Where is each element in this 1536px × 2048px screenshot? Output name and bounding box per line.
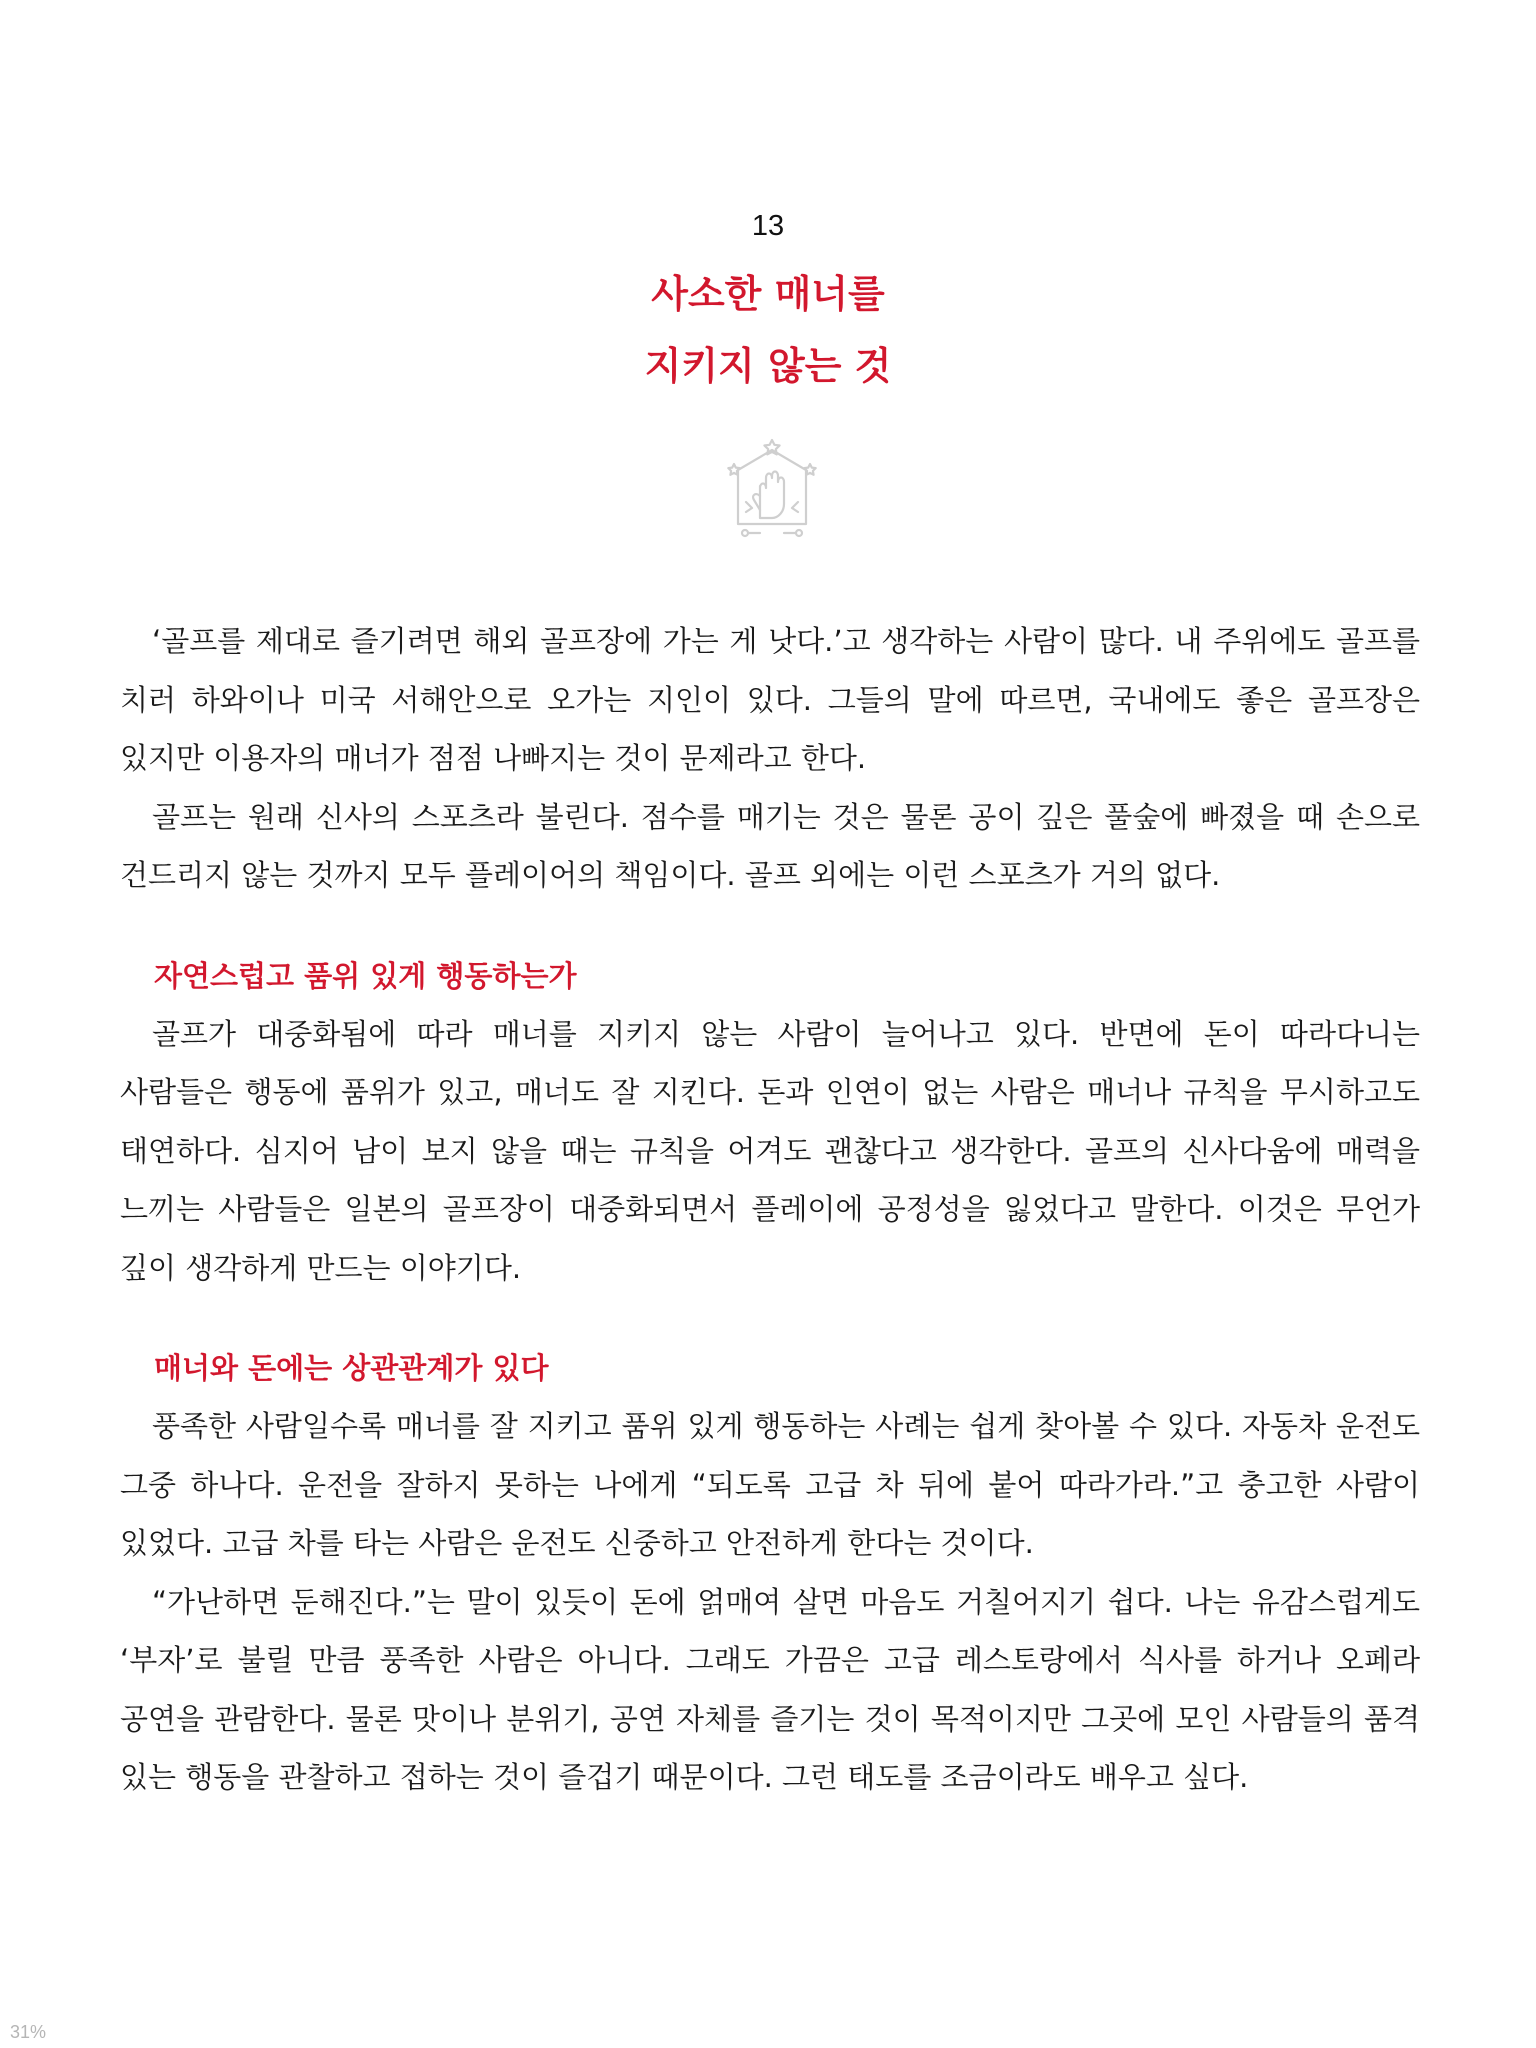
chapter-number: 13	[751, 210, 785, 242]
chapter-title-line-1: 사소한 매너를	[651, 272, 885, 316]
intro-paragraph-2: 골프는 원래 신사의 스포츠라 불린다. 점수를 매기는 것은 물론 공이 깊은 풀숲에 빠졌을 때 손으로 건드리지 않는 것까지 모두 플레이어의 책임이다. 골프 외에는 이런 스포츠가 거의 없다.	[120, 799, 1420, 892]
chapter-title-line-2: 지키지 않는 것	[644, 344, 892, 388]
section-heading-2: 매너와 돈에는 상관관계가 있다	[154, 1351, 549, 1385]
intro-paragraph-1: ‘골프를 제대로 즐기려면 해외 골프장에 가는 게 낫다.’고 생각하는 사람이 많다. 내 주위에도 골프를 치러 하와이나 미국 서해안으로 오가는 지인이 있다. 그들의 말에 따르면, 국내에도 좋은 골프장은 있지만 이용자의 매너가 점점 나빠지는 것이 문제라고 한다.	[120, 624, 1420, 775]
raised-hand-emblem-icon	[726, 438, 818, 548]
page-content	[120, 612, 1420, 1807]
reading-progress: 31%	[10, 2022, 47, 2042]
section-2-paragraph-1: 풍족한 사람일수록 매너를 잘 지키고 품위 있게 행동하는 사례는 쉽게 찾아볼 수 있다. 자동차 운전도 그중 하나다. 운전을 잘하지 못하는 나에게 “되도록 고급 차 뒤에 붙어 따라가라.”고 충고한 사람이 있었다. 고급 차를 타는 사람은 운전도 신중하고 안전하게 한다는 것이다.	[120, 1409, 1420, 1560]
section-2-paragraph-2: “가난하면 둔해진다.”는 말이 있듯이 돈에 얽매여 살면 마음도 거칠어지기 쉽다. 나는 유감스럽게도 ‘부자’로 불릴 만큼 풍족한 사람은 아니다. 그래도 가끔은 고급 레스토랑에서 식사를 하거나 오페라 공연을 관람한다. 물론 맛이나 분위기, 공연 자체를 즐기는 것이 목적이지만 그곳에 모인 사람들의 품격 있는 행동을 관찰하고 접하는 것이 즐겁기 때문이다. 그런 태도를 조금이라도 배우고 싶다.	[120, 1584, 1420, 1794]
chapter-title	[0, 258, 1536, 402]
section-heading-1: 자연스럽고 품위 있게 행동하는가	[154, 958, 577, 993]
section-1-paragraph-1: 골프가 대중화됨에 따라 매너를 지키지 않는 사람이 늘어나고 있다. 반면에 돈이 따라다니는 사람들은 행동에 품위가 있고, 매너도 잘 지킨다. 돈과 인연이 없는 사람은 매너나 규칙을 무시하고도 태연하다. 심지어 남이 보지 않을 때는 규칙을 어겨도 괜찮다고 생각한다. 골프의 신사다움에 매력을 느끼는 사람들은 일본의 골프장이 대중화되면서 플레이에 공정성을 잃었다고 말한다. 이것은 무언가 깊이 생각하게 만드는 이야기다.	[120, 1016, 1420, 1285]
